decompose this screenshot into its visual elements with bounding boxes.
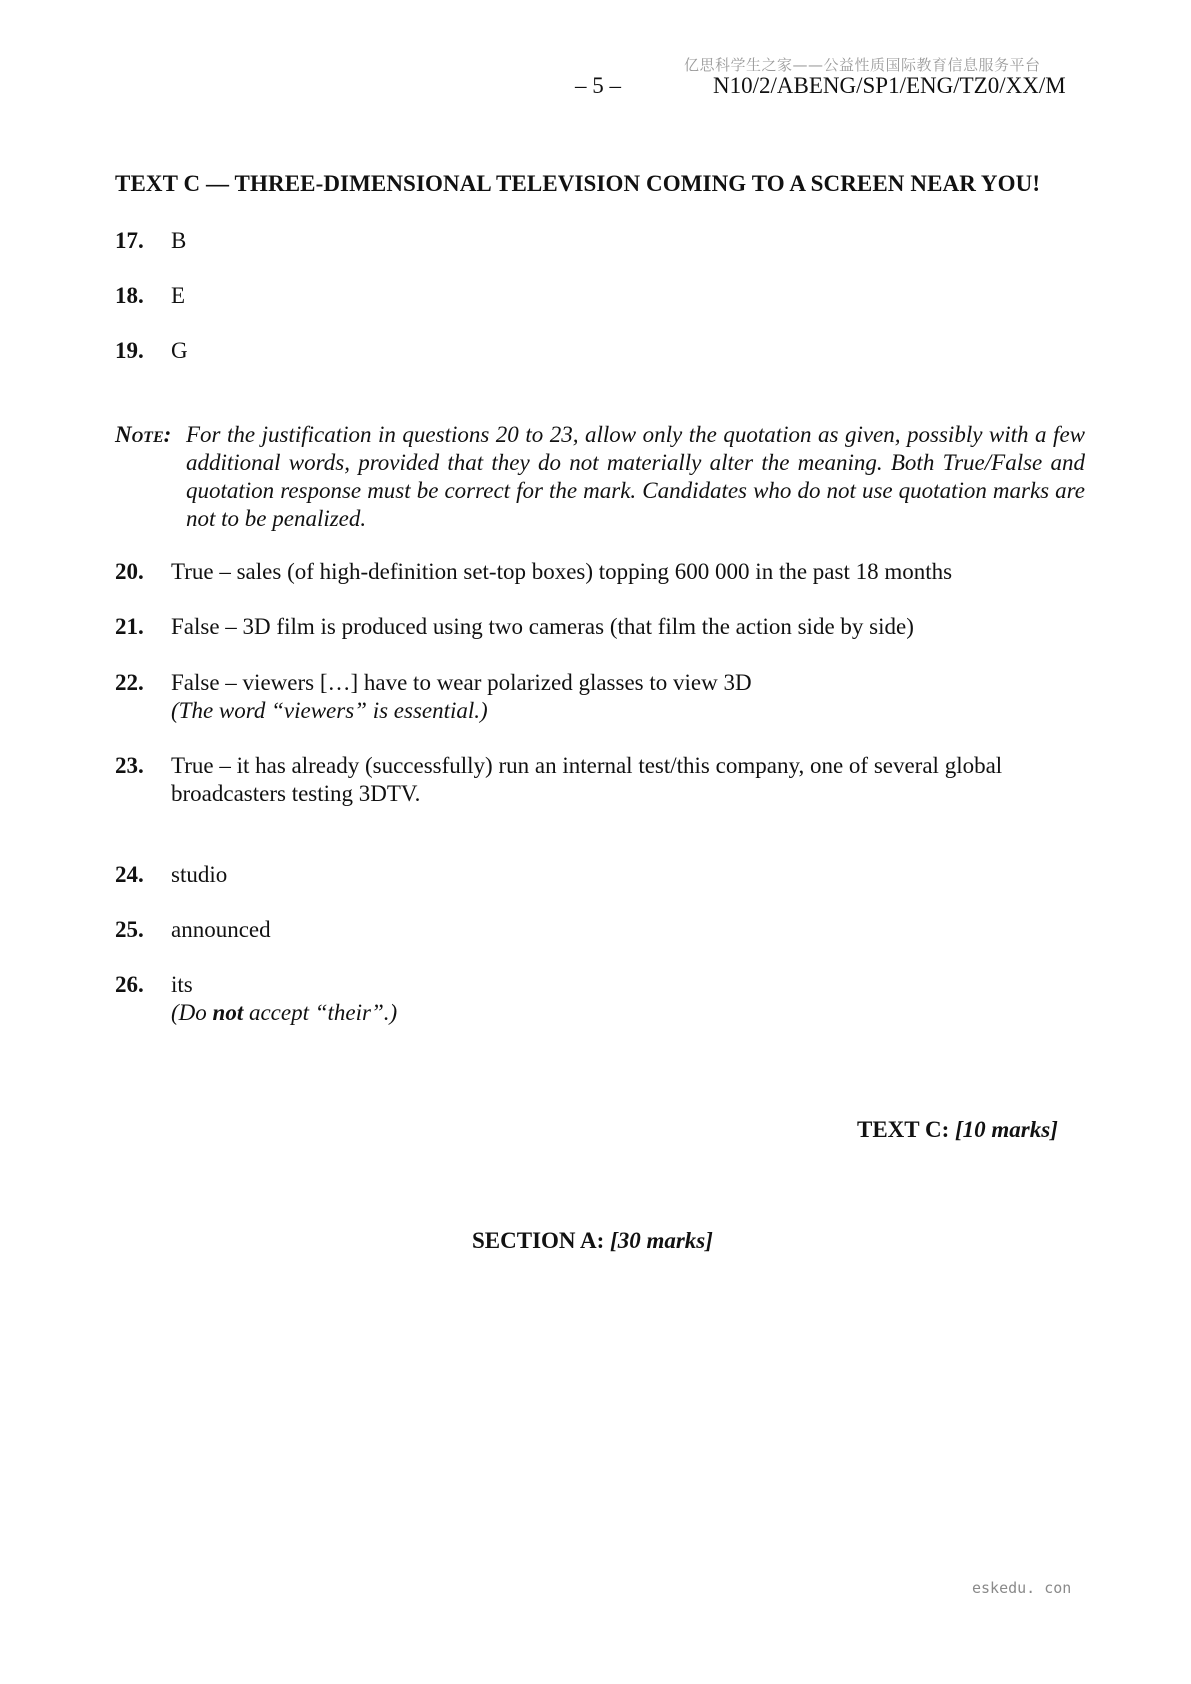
- document-code: N10/2/ABENG/SP1/ENG/TZ0/XX/M: [713, 73, 1066, 98]
- question-number: 20.: [115, 559, 144, 584]
- text-title: TEXT C — THREE-DIMENSIONAL TELEVISION COMING TO A SCREEN NEAR YOU!: [115, 171, 1041, 196]
- answer-block: [171, 752, 1101, 808]
- question-number: 18.: [115, 283, 144, 308]
- answer: True – sales (of high-definition set-top boxes) topping 600 000 in the past 18 months: [171, 559, 953, 584]
- answer-comment: [171, 999, 1101, 1027]
- comment-post: accept “their”.): [243, 1000, 398, 1025]
- note-label: Note:: [115, 422, 172, 447]
- answer-line-2: broadcasters testing 3DTV.: [171, 781, 421, 806]
- question-number: 17.: [115, 228, 144, 253]
- question-number: 21.: [115, 614, 144, 639]
- marking-note: [115, 421, 1085, 533]
- note-body: For the justification in questions 20 to 23, allow only the quotation as given, possibly with a few additional words, provided that they do not materially alter the meaning. Both True/False and quotation response must be correct for the mark. Candidates who do not use quotation marks are not to be penalized.: [186, 422, 1085, 531]
- answer: announced: [171, 917, 271, 942]
- answer: False – 3D film is produced using two cameras (that film the action side by side): [171, 614, 914, 639]
- question-number: 22.: [115, 670, 144, 695]
- text-c-label: TEXT C:: [857, 1117, 950, 1142]
- question-number: 19.: [115, 338, 144, 363]
- page-number: – 5 –: [575, 73, 621, 98]
- answer: its: [171, 972, 193, 997]
- answer-block: [171, 669, 1101, 725]
- question-number: 24.: [115, 862, 144, 887]
- watermark-bottom: eskedu. con: [972, 1579, 1072, 1597]
- answer: studio: [171, 862, 228, 887]
- answer: E: [171, 283, 186, 308]
- section-a-total: [472, 1228, 713, 1254]
- answer-block: [171, 971, 1101, 1027]
- watermark-top: 亿思科学生之家——公益性质国际教育信息服务平台: [684, 56, 1041, 74]
- question-number: 23.: [115, 753, 144, 778]
- answer: G: [171, 338, 188, 363]
- answer: B: [171, 228, 187, 253]
- text-c-marks: [10 marks]: [955, 1117, 1058, 1142]
- text-c-total: [857, 1117, 1058, 1143]
- question-number: 25.: [115, 917, 144, 942]
- answer-line-1: True – it has already (successfully) run an internal test/this company, one of several global: [171, 753, 1003, 778]
- answer-comment: (The word “viewers” is essential.): [171, 698, 488, 723]
- section-a-label: SECTION A:: [472, 1228, 605, 1253]
- answer: False – viewers […] have to wear polarized glasses to view 3D: [171, 670, 752, 695]
- question-number: 26.: [115, 972, 144, 997]
- section-a-marks: [30 marks]: [610, 1228, 713, 1253]
- comment-pre: (Do: [171, 1000, 213, 1025]
- comment-emphasis: not: [212, 1000, 244, 1025]
